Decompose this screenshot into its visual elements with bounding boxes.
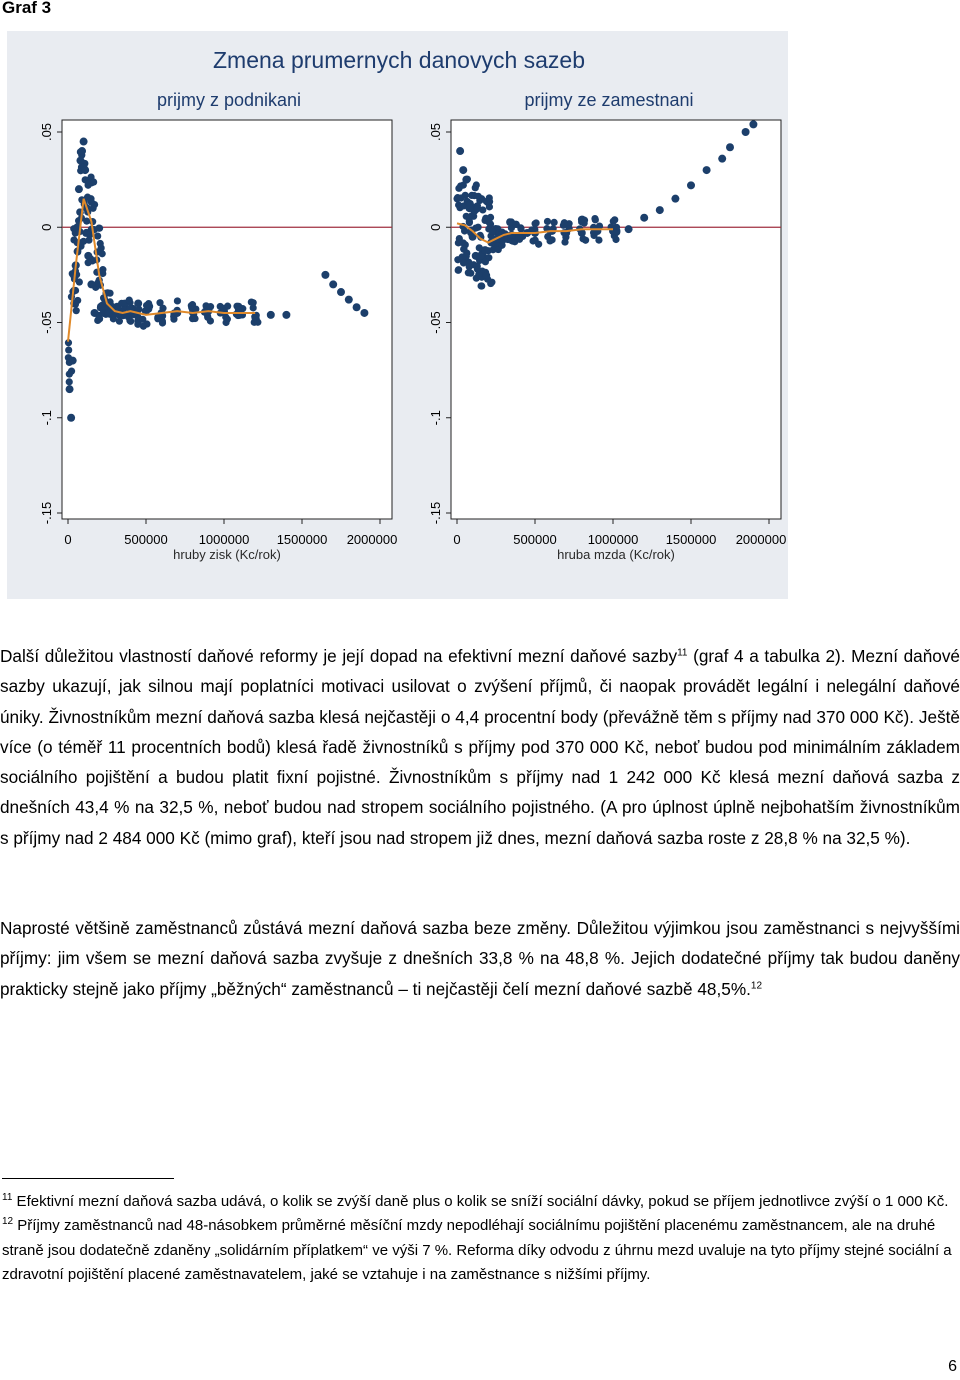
cluster-point bbox=[65, 346, 72, 353]
footnotes bbox=[2, 1190, 957, 1287]
chart-title: Zmena prumernych danovych sazeb bbox=[212, 47, 586, 73]
footnote-11 bbox=[2, 1190, 957, 1214]
data-point bbox=[456, 147, 464, 155]
footnote-12 bbox=[2, 1214, 957, 1287]
x-axis-label: hruba mzda (Kc/rok) bbox=[557, 547, 675, 562]
x-tick-label: 2000000 bbox=[735, 532, 787, 547]
cluster-point bbox=[174, 297, 181, 304]
plot-area bbox=[451, 120, 781, 519]
cluster-point bbox=[474, 224, 481, 231]
x-axis-label: hruby zisk (Kc/rok) bbox=[173, 547, 281, 562]
data-point bbox=[749, 120, 757, 128]
cluster-point bbox=[482, 258, 489, 265]
cluster-point bbox=[561, 238, 568, 245]
data-point bbox=[656, 206, 664, 214]
cluster-point bbox=[544, 218, 551, 225]
cluster-point bbox=[140, 323, 147, 330]
data-point bbox=[78, 147, 86, 155]
data-point bbox=[671, 195, 679, 203]
cluster-point bbox=[126, 297, 133, 304]
page-number: 6 bbox=[948, 1358, 957, 1375]
cluster-point bbox=[483, 272, 490, 279]
cluster-point bbox=[460, 245, 467, 252]
cluster-point bbox=[66, 378, 73, 385]
data-point bbox=[134, 299, 142, 307]
data-point bbox=[329, 280, 337, 288]
data-point bbox=[726, 143, 734, 151]
cluster-point bbox=[139, 316, 146, 323]
data-point bbox=[353, 303, 361, 311]
cluster-point bbox=[85, 259, 92, 266]
cluster-point bbox=[561, 219, 568, 226]
data-point bbox=[267, 311, 275, 319]
panel-1 bbox=[39, 90, 397, 562]
x-tick-label: 1000000 bbox=[587, 532, 639, 547]
cluster-point bbox=[533, 219, 540, 226]
cluster-point bbox=[551, 219, 558, 226]
data-point bbox=[321, 271, 329, 279]
footnote-text: Efektivní mezní daňová sazba udává, o kolik se zvýší daně plus o kolik se sníží sociální dávky, pokud se příjem jednotlivce zvýší o 1 000 Kč. bbox=[12, 1193, 949, 1210]
cluster-point bbox=[88, 199, 95, 206]
figure-label: Graf 3 bbox=[2, 0, 52, 17]
x-tick-label: 0 bbox=[64, 532, 72, 547]
data-point bbox=[76, 157, 84, 165]
y-tick-label: -.15 bbox=[428, 501, 443, 525]
paragraph-2-text: Naprosté většině zaměstnanců zůstává mezní daňová sazba beze změny. Důležitou výjimkou jsou zaměstnanci s nejvyššími příjmy: jim všem se mezní daňová sazba zvyšuje z dnešních 33,8 % na 48,8 %. Jejich dodatečné příjmy tak budou daněny prakticky stejně jako příjmy „běžných“ zaměstnanců – ti nejčastěji čelí mezní daňové sazbě 48,5%. bbox=[0, 918, 960, 999]
cluster-point bbox=[473, 181, 480, 188]
cluster-point bbox=[478, 282, 485, 289]
cluster-point bbox=[68, 368, 75, 375]
x-tick-label: 500000 bbox=[124, 532, 168, 547]
data-point bbox=[345, 296, 353, 304]
footnote-number: 11 bbox=[2, 1192, 13, 1203]
data-point bbox=[66, 385, 74, 393]
panel-2 bbox=[428, 90, 786, 562]
paragraph-2 bbox=[0, 913, 960, 1004]
cluster-point bbox=[475, 193, 482, 200]
y-tick-label: 0 bbox=[39, 223, 54, 231]
cluster-point bbox=[466, 214, 473, 221]
y-tick-label: -.05 bbox=[428, 311, 443, 334]
cluster-point bbox=[513, 221, 520, 228]
panel-title: prijmy ze zamestnani bbox=[524, 90, 694, 110]
footnote-number: 12 bbox=[2, 1216, 14, 1228]
cluster-point bbox=[474, 266, 481, 273]
cluster-point bbox=[489, 227, 496, 234]
y-tick-label: -.1 bbox=[39, 410, 54, 426]
cluster-point bbox=[85, 237, 92, 244]
cluster-point bbox=[468, 192, 475, 199]
y-tick-label: .05 bbox=[428, 122, 443, 142]
cluster-point bbox=[546, 237, 553, 244]
data-point bbox=[742, 128, 750, 136]
y-tick-label: 0 bbox=[428, 223, 443, 231]
data-point bbox=[360, 309, 368, 317]
x-tick-label: 2000000 bbox=[346, 532, 398, 547]
cluster-point bbox=[592, 216, 599, 223]
data-point bbox=[703, 166, 711, 174]
data-point bbox=[625, 225, 633, 233]
data-point bbox=[459, 166, 467, 174]
chart-figure bbox=[7, 31, 788, 599]
data-point bbox=[75, 185, 83, 193]
cluster-point bbox=[224, 316, 231, 323]
cluster-point bbox=[486, 198, 493, 205]
x-tick-label: 1500000 bbox=[276, 532, 328, 547]
data-point bbox=[687, 181, 695, 189]
data-point bbox=[80, 138, 88, 146]
data-point bbox=[718, 155, 726, 163]
data-point bbox=[481, 246, 489, 254]
footnote-ref-12[interactable]: 12 bbox=[750, 979, 763, 991]
data-point bbox=[337, 288, 345, 296]
data-point bbox=[69, 357, 77, 365]
data-point bbox=[81, 166, 89, 174]
cluster-point bbox=[466, 263, 473, 270]
data-point bbox=[84, 252, 92, 260]
cluster-point bbox=[532, 237, 539, 244]
cluster-point bbox=[458, 194, 465, 201]
y-tick-label: .05 bbox=[39, 122, 54, 142]
data-point bbox=[640, 214, 648, 222]
cluster-point bbox=[95, 225, 102, 232]
paragraph-1-text-b: (graf 4 a tabulka 2). Mezní daňové sazby ukazují, jak silnou mají poplatníci motivaci usilovat o zvýšení příjmů, či naopak provádět legální i nelegální daňové úniky. Živnostníkům mezní daňová sazba klesá nejčastěji o 4,4 procentní body (převážně těm s příjmy nad 370 000 Kč). Ještě více (o téměř 11 procentních bodů) klesá řadě živnostníků s příjmy pod 370 000 Kč, neboť budou pod minimálním základem sociálního pojištění a budou platit fixní pojistné. Živnostníkům s příjmy nad 1 242 000 Kč klesá mezní daňová sazba z dnešních 43,4 % na 32,5 %, neboť budou nad stropem sociálního pojistného. (A pro úplnost úplně nejbohatším živnostníkům s příjmy nad 2 484 000 Kč (mimo graf), kteří jsou nad stropem již dnes, mezní daňová sazba roste z 28,8 % na 32,5 %). bbox=[0, 646, 960, 848]
cluster-point bbox=[250, 304, 257, 311]
data-point bbox=[465, 204, 473, 212]
footnote-ref-11[interactable]: 11 bbox=[677, 647, 688, 659]
y-tick-label: -.05 bbox=[39, 311, 54, 334]
cluster-point bbox=[467, 270, 474, 277]
x-tick-label: 1500000 bbox=[665, 532, 717, 547]
cluster-point bbox=[73, 307, 80, 314]
y-tick-label: -.1 bbox=[428, 410, 443, 426]
footnote-text: Příjmy zaměstnanců nad 48-násobkem průměrné měsíční mzdy nepodléhají sociálnímu pojištění placenému zaměstnancem, ale na druhé straně jsou dodatečně zdaněny „solidárním příplatkem“ ve výši 7 %. Reforma díky odvodu z úhrnu mezd uvaluje na tyto příjmy stejné sociální a zdravotní pojištění placené zaměstnavatelem, jaké se vztahuje i na zaměstnance s nižšími příjmy. bbox=[2, 1217, 952, 1283]
chart-svg bbox=[7, 31, 788, 599]
cluster-point bbox=[578, 216, 585, 223]
data-point bbox=[67, 414, 75, 422]
x-tick-label: 500000 bbox=[513, 532, 557, 547]
cluster-point bbox=[474, 205, 481, 212]
data-point bbox=[462, 176, 470, 184]
footnote-separator bbox=[2, 1178, 174, 1179]
cluster-point bbox=[486, 219, 493, 226]
panel-title: prijmy z podnikani bbox=[156, 90, 302, 110]
data-point bbox=[282, 311, 290, 319]
cluster-point bbox=[90, 178, 97, 185]
paragraph-1 bbox=[0, 641, 960, 853]
x-tick-label: 1000000 bbox=[198, 532, 250, 547]
cluster-point bbox=[455, 266, 462, 273]
cluster-point bbox=[127, 318, 134, 325]
paragraph-1-text-a: Další důležitou vlastností daňové reformy je její dopad na efektivní mezní daňové sazby bbox=[0, 646, 678, 666]
data-point bbox=[87, 280, 95, 288]
cluster-point bbox=[463, 253, 470, 260]
cluster-point bbox=[595, 236, 602, 243]
cluster-point bbox=[94, 232, 101, 239]
x-tick-label: 0 bbox=[453, 532, 461, 547]
y-tick-label: -.15 bbox=[39, 501, 54, 525]
